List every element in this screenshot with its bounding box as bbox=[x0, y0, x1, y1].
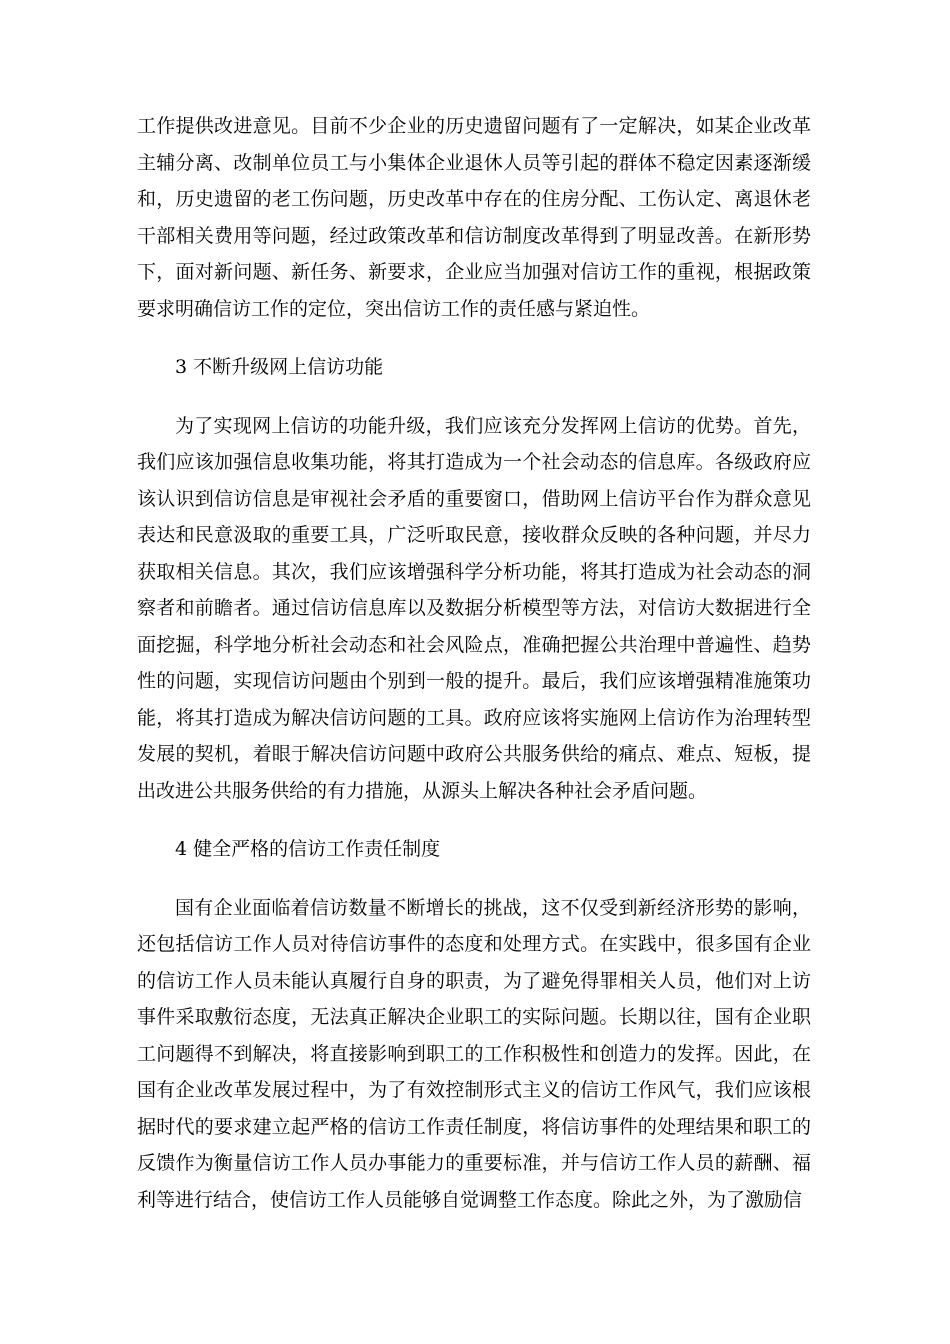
section-heading-4: 4 健全严格的信访工作责任制度 bbox=[175, 838, 441, 860]
document-page bbox=[137, 108, 811, 1218]
paragraph-section-3: 为了实现网上信访的功能升级，我们应该充分发挥网上信访的优势。首先，我们应该加强信息收集功能，将其打造成为一个社会动态的信息库。各级政府应该认识到信访信息是审视社会矛盾的重要窗口，借助网上信访平台作为群众意见表达和民意汲取的重要工具，广泛听取民意，接收群众反映的各种问题，并尽力获取相关信息。其次，我们应该增强科学分析功能，将其打造成为社会动态的洞察者和前瞻者。通过信访信息库以及数据分析模型等方法，对信访大数据进行全面挖掘，科学地分析社会动态和社会风险点，准确把握公共治理中普遍性、趋势性的问题，实现信访问题由个别到一般的提升。最后，我们应该增强精准施策功能，将其打造成为解决信访问题的工具。政府应该将实施网上信访作为治理转型发展的契机，着眼于解决信访问题中政府公共服务供给的痛点、难点、短板，提出改进公共服务供给的有力措施，从源头上解决各种社会矛盾问题。 bbox=[137, 414, 811, 802]
paragraph-section-4: 国有企业面临着信访数量不断增长的挑战，这不仅受到新经济形势的影响，还包括信访工作人员对待信访事件的态度和处理方式。在实践中，很多国有企业的信访工作人员未能认真履行自身的职责，为了避免得罪相关人员，他们对上访事件采取敷衍态度，无法真正解决企业职工的实际问题。长期以往，国有企业职工问题得不到解决，将直接影响到职工的工作积极性和创造力的发挥。因此，在国有企业改革发展过程中，为了有效控制形式主义的信访工作风气，我们应该根据时代的要求建立起严格的信访工作责任制度，将信访事件的处理结果和职工的反馈作为衡量信访工作人员办事能力的重要标准，并与信访工作人员的薪酬、福利等进行结合，使信访工作人员能够自觉调整工作态度。除此之外，为了激励信 bbox=[137, 896, 811, 1211]
section-heading-3: 3 不断升级网上信访功能 bbox=[175, 356, 384, 378]
paragraph-continuation: 工作提供改进意见。目前不少企业的历史遗留问题有了一定解决，如某企业改革主辅分离、改制单位员工与小集体企业退休人员等引起的群体不稳定因素逐渐缓和，历史遗留的老工伤问题，历史改革中存在的住房分配、工伤认定、离退休老干部相关费用等问题，经过政策改革和信访制度改革得到了明显改善。在新形势下，面对新问题、新任务、新要求，企业应当加强对信访工作的重视，根据政策要求明确信访工作的定位，突出信访工作的责任感与紧迫性。 bbox=[137, 115, 811, 320]
